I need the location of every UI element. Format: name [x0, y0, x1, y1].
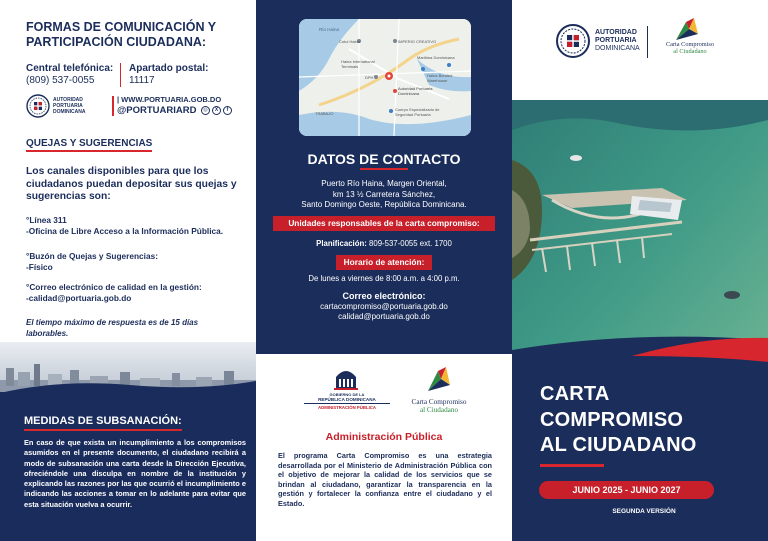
map-label-bonded: Haina Bonded Warehouse: [427, 73, 453, 83]
central-telefonica: [26, 63, 126, 87]
map-label-dph: DPH: [365, 75, 374, 80]
phone-label: Central telefónica:: [26, 63, 114, 74]
administracion-publica-seal-icon: [332, 365, 360, 391]
address-block: Puerto Río Haina, Margen Oriental, km 13 ½ Carretera Sánchez, Santo Domingo Oeste, República Dominicana.: [301, 179, 467, 209]
portuaria-logo-text: AUTORIDAD PORTUARIA DOMINICANA: [595, 29, 640, 52]
phone-value[interactable]: (809) 537-0055: [26, 75, 95, 86]
portuaria-seal-icon: [26, 94, 50, 118]
planificacion-contact: [256, 239, 512, 248]
map-label-hit: Haina International Terminals: [341, 59, 375, 69]
logo-divider: [112, 96, 114, 116]
datos-contacto-heading: DATOS DE CONTACTO: [307, 151, 461, 167]
carta-compromiso-logo-text: Carta Compromiso al Ciudadano: [665, 41, 715, 55]
canal-buzon: °Buzón de Quejas y Sugerencias: -Físico: [26, 251, 158, 272]
logo-divider: [647, 26, 648, 58]
x-icon[interactable]: X: [212, 106, 221, 115]
medidas-title: MEDIDAS DE SUBSANACIÓN:: [24, 415, 182, 431]
carta-compromiso-logo-icon: [424, 365, 454, 393]
quejas-title: QUEJAS Y SUGERENCIAS: [26, 138, 152, 152]
map-label-trabajo: TRABAJO: [315, 111, 334, 116]
cover-title: CARTA COMPROMISO AL CIUDADANO: [540, 383, 697, 456]
medidas-text: En caso de que exista un incumplimiento a los compromisos asumidos en el presente documento, el ciudadano recibirá a modo de subsanación una carta desde la Dirección Ejecutiva, ofreciéndole una disculpa en nombre de la institución y explicando las razones por las que ocurrió el incumplimiento e indicando las acciones a tomar en lo adelante para evitar que esta situación vuelva a ocurrir.: [24, 438, 246, 509]
social-logo-row: [26, 94, 251, 122]
map-label-imperio: IMPERIO CREATIVO: [398, 39, 437, 44]
horario-value: De lunes a viernes de 8:00 a.m. a 4:00 p.m.: [308, 274, 460, 283]
version-label: SEGUNDA VERSIÓN: [612, 508, 676, 515]
facebook-icon[interactable]: f: [223, 106, 232, 115]
carta-compromiso-logo-text: Carta Compromiso al Ciudadano: [411, 398, 467, 414]
horario-label: Horario de atención:: [336, 255, 432, 270]
planificacion-label: Planificación:: [316, 239, 367, 248]
aerial-port-photo: [512, 100, 768, 390]
administracion-publica-text: El programa Carta Compromiso es una estrategia desarrollada por el Ministerio de Administración Pública con el objetivo de mejorar la calidad de los servicios que se brindan al ciudadano, garantizar la transparencia en la gestión y fortalecer la confianza entre el ciudadano y el Estado.: [278, 451, 492, 508]
heading-underline: [360, 168, 408, 170]
map-label-maritima: Maritima Dominicana: [417, 55, 455, 60]
unidades-responsables-label: Unidades responsables de la carta compromiso:: [273, 216, 495, 231]
correo-label: Correo electrónico:: [342, 291, 426, 301]
canal-correo: °Correo electrónico de calidad en la gestión: -calidad@portuaria.gob.do: [26, 282, 251, 304]
map-label-cuerpo: Cuerpo Especializado de Seguridad Portuaria: [395, 107, 440, 117]
carta-compromiso-logo-icon: [672, 16, 702, 42]
instagram-icon[interactable]: ◎: [201, 106, 210, 115]
map-label-apordom: Autoridad Portuaria Dominicana: [398, 86, 433, 96]
vigencia-badge: JUNIO 2025 - JUNIO 2027: [539, 481, 714, 499]
location-map[interactable]: [299, 19, 471, 136]
administracion-publica-title: Administración Pública: [325, 431, 443, 443]
title-underline: [540, 464, 604, 467]
correo-calidad-link[interactable]: -calidad@portuaria.gob.do: [26, 293, 132, 303]
social-handle[interactable]: @PORTUARIARD: [117, 105, 197, 116]
panel-contacto: [256, 0, 512, 541]
website-link[interactable]: | WWW.PORTUARIA.GOB.DO: [117, 95, 222, 104]
portuaria-seal-icon: [556, 24, 590, 58]
administracion-publica-logo: GOBIERNO DE LA REPÚBLICA DOMINICANA ADMINISTRACIÓN PÚBLICA: [304, 392, 390, 410]
planificacion-value[interactable]: 809-537-0055 ext. 1700: [366, 239, 452, 248]
portuaria-logo-text: AUTORIDAD PORTUARIA DOMINICANA: [53, 97, 86, 115]
formas-comunicacion-title: FORMAS DE COMUNICACIÓN Y PARTICIPACIÓN CIUDADANA:: [26, 20, 217, 49]
map-label-rio-haina: Río Haina: [319, 27, 340, 32]
tiempo-respuesta-note: El tiempo máximo de respuesta es de 15 días laborables.: [26, 318, 199, 338]
email-calidad[interactable]: calidad@portuaria.gob.do: [338, 312, 430, 321]
email-cartacompromiso[interactable]: cartacompromiso@portuaria.gob.do: [320, 302, 448, 311]
apartado-postal: [120, 63, 230, 87]
postal-label: Apartado postal:: [129, 63, 209, 74]
panel-portada: [512, 0, 768, 541]
map-label-cotui: Cotui Haina: [339, 39, 360, 44]
postal-value: 11117: [129, 75, 155, 86]
quejas-description: Los canales disponibles para que los ciudadanos puedan depositar sus quejas y sugerencias son:: [26, 166, 237, 202]
canal-linea-311: °Línea 311 -Oficina de Libre Acceso a la Información Pública.: [26, 215, 224, 236]
panel-comunicacion: [0, 0, 256, 541]
